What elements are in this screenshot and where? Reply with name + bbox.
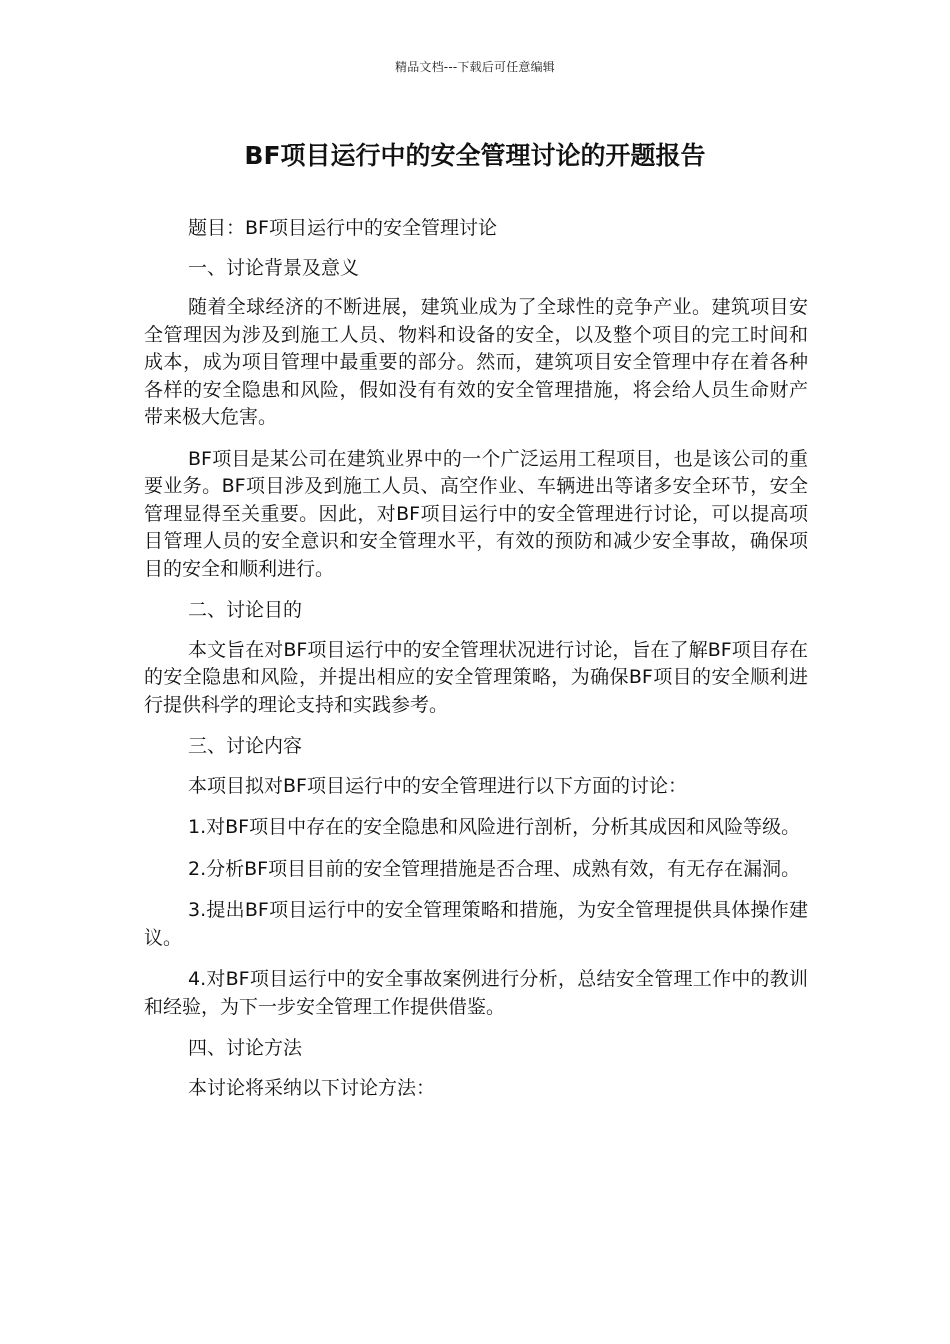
list-item-2: 2.分析BF项目目前的安全管理措施是否合理、成熟有效，有无存在漏洞。 <box>188 857 801 880</box>
list-item-4: 4.对BF项目运行中的安全事故案例进行分析，总结安全管理工作中的教训和经验，为下一步安全管理工作提供借鉴。 <box>144 968 808 1018</box>
section-heading-background: 一、讨论背景及意义 <box>188 256 360 279</box>
paragraph-background-1: 随着全球经济的不断进展，建筑业成为了全球性的竞争产业。建筑项目安全管理因为涉及到施工人员、物料和设备的安全，以及整个项目的完工时间和成本，成为项目管理中最重要的部分。然而，建筑项目安全管理中存在着各种各样的安全隐患和风险，假如没有有效的安全管理措施，将会给人员生命财产带来极大危害。 <box>144 296 808 428</box>
list-item-1: 1.对BF项目中存在的安全隐患和风险进行剖析，分析其成因和风险等级。 <box>188 816 801 838</box>
paragraph-purpose: 本文旨在对BF项目运行中的安全管理状况进行讨论，旨在了解BF项目存在的安全隐患和风险，并提出相应的安全管理策略，为确保BF项目的安全顺利进行提供科学的理论支持和实践参考。 <box>144 638 808 716</box>
list-item-3: 3.提出BF项目运行中的安全管理策略和措施，为安全管理提供具体操作建议。 <box>144 899 808 949</box>
paragraph-content-intro: 本项目拟对BF项目运行中的安全管理进行以下方面的讨论： <box>188 774 687 797</box>
section-heading-content: 三、讨论内容 <box>188 735 303 757</box>
document-body <box>144 215 808 1116</box>
document-title: BF项目运行中的安全管理讨论的开题报告 <box>244 141 706 170</box>
paragraph-method-intro: 本讨论将采纳以下讨论方法： <box>188 1076 436 1099</box>
section-heading-purpose: 二、讨论目的 <box>188 599 303 621</box>
header-note: 精品文档---下载后可任意编辑 <box>395 60 555 74</box>
paragraph-background-2: BF项目是某公司在建筑业界中的一个广泛运用工程项目，也是该公司的重要业务。BF项目涉及到施工人员、高空作业、车辆进出等诸多安全环节，安全管理显得至关重要。因此，对BF项目运行中的安全管理进行讨论，可以提高项目管理人员的安全意识和安全管理水平，有效的预防和减少安全事故，确保项目的安全和顺利进行。 <box>144 447 808 580</box>
topic-line: 题目：BF项目运行中的安全管理讨论 <box>188 217 497 239</box>
section-heading-method: 四、讨论方法 <box>188 1037 303 1059</box>
